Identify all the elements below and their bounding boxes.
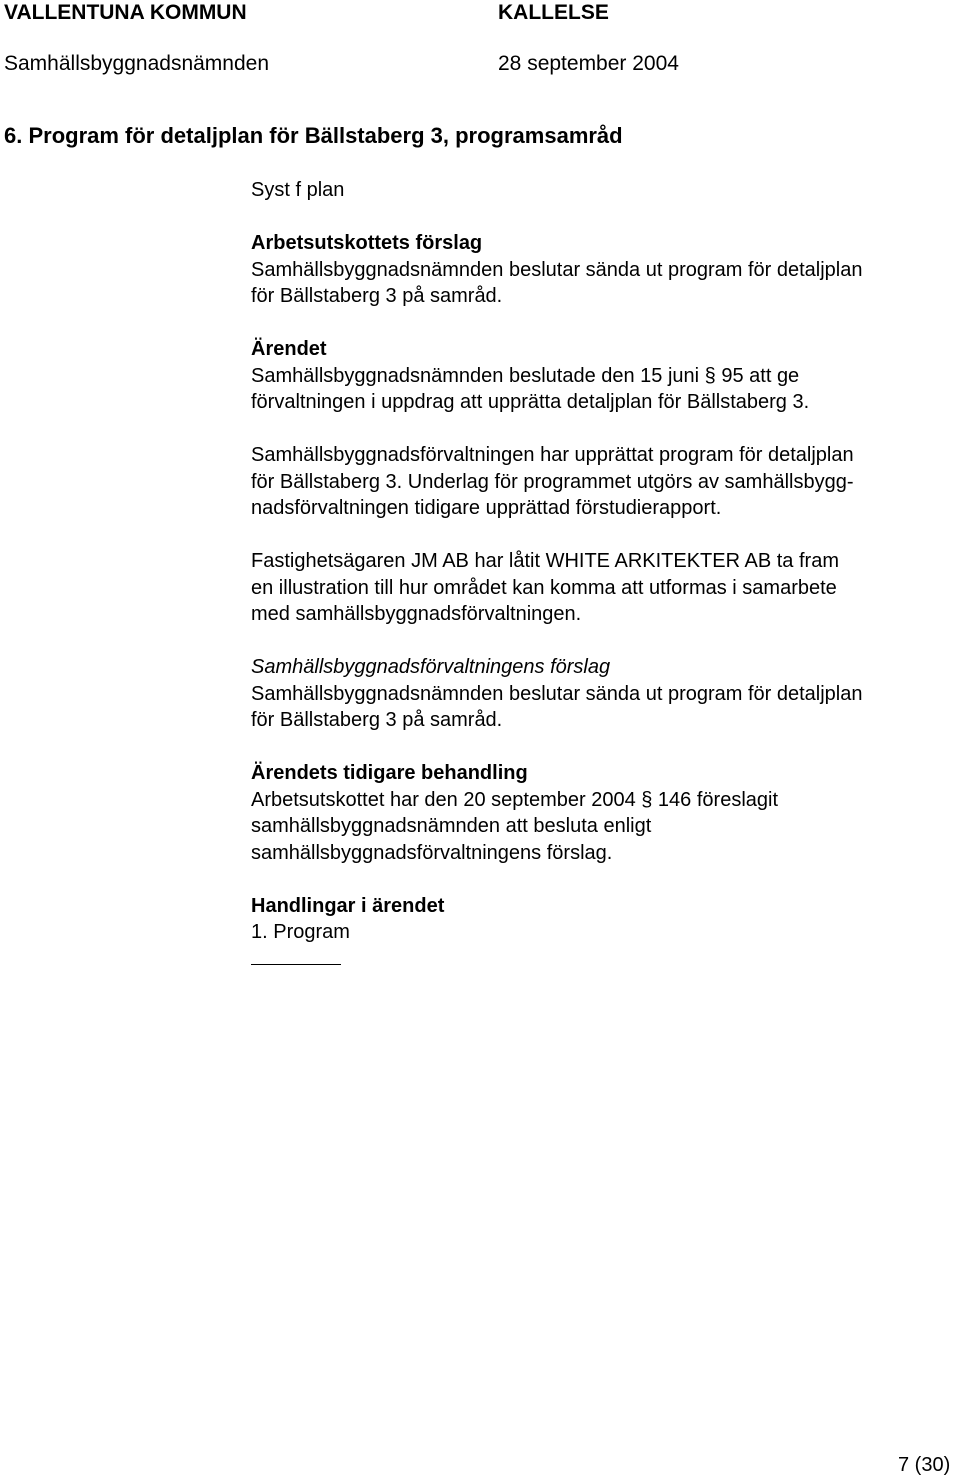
committee-name: Samhällsbyggnadsnämnden: [4, 52, 270, 75]
documents-heading: Handlingar i ärendet: [251, 894, 445, 917]
item-title: 6. Program för detaljplan för Bällstaberg 3, programsamråd: [4, 123, 623, 148]
administration-proposal-text: Samhällsbyggnadsnämnden beslutar sända ut program för detaljplan: [251, 682, 863, 705]
matter-text: Samhällsbyggnadsförvaltningen har upprättat program för detaljplan: [251, 444, 854, 466]
au-proposal-text: för Bällstaberg 3 på samråd.: [251, 285, 503, 307]
matter-text: med samhällsbyggnadsförvaltningen.: [251, 603, 582, 625]
matter-text: förvaltningen i uppdrag att upprätta detaljplan för Bällstaberg 3.: [251, 391, 810, 413]
administration-proposal-text: för Bällstaberg 3 på samråd.: [251, 709, 503, 731]
document-body: [251, 177, 863, 946]
administration-proposal-heading: Samhällsbyggnadsförvaltningens förslag: [251, 656, 611, 678]
matter-text: nadsförvaltningen tidigare upprättad förstudierapport.: [251, 497, 722, 519]
previous-handling-heading: Ärendets tidigare behandling: [251, 762, 528, 784]
au-proposal-heading: Arbetsutskottets förslag: [251, 232, 483, 254]
documents-list-item: 1. Program: [251, 921, 350, 943]
meeting-date: 28 september 2004: [498, 52, 679, 75]
previous-handling-text: Arbetsutskottet har den 20 september 2004 § 146 föreslagit: [251, 788, 779, 811]
previous-handling-text: samhällsbyggnadsnämnden att besluta enligt: [251, 815, 652, 837]
reference-code: Syst f plan: [251, 179, 345, 201]
page-number: 7 (30): [898, 1454, 951, 1476]
organization-name: VALLENTUNA KOMMUN: [4, 1, 247, 24]
matter-heading: Ärendet: [251, 338, 327, 360]
matter-text: Fastighetsägaren JM AB har låtit WHITE ARKITEKTER AB ta fram: [251, 550, 839, 572]
previous-handling-text: samhällsbyggnadsförvaltningens förslag.: [251, 841, 613, 864]
matter-text: för Bällstaberg 3. Underlag för programmet utgörs av samhällsbygg-: [251, 470, 854, 493]
matter-text: en illustration till hur området kan komma att utformas i samarbete: [251, 576, 837, 599]
au-proposal-text: Samhällsbyggnadsnämnden beslutar sända ut program för detaljplan: [251, 258, 863, 281]
matter-text: Samhällsbyggnadsnämnden beslutade den 15 juni § 95 att ge: [251, 364, 800, 387]
end-divider: [251, 964, 341, 965]
document-type: KALLELSE: [498, 1, 609, 24]
